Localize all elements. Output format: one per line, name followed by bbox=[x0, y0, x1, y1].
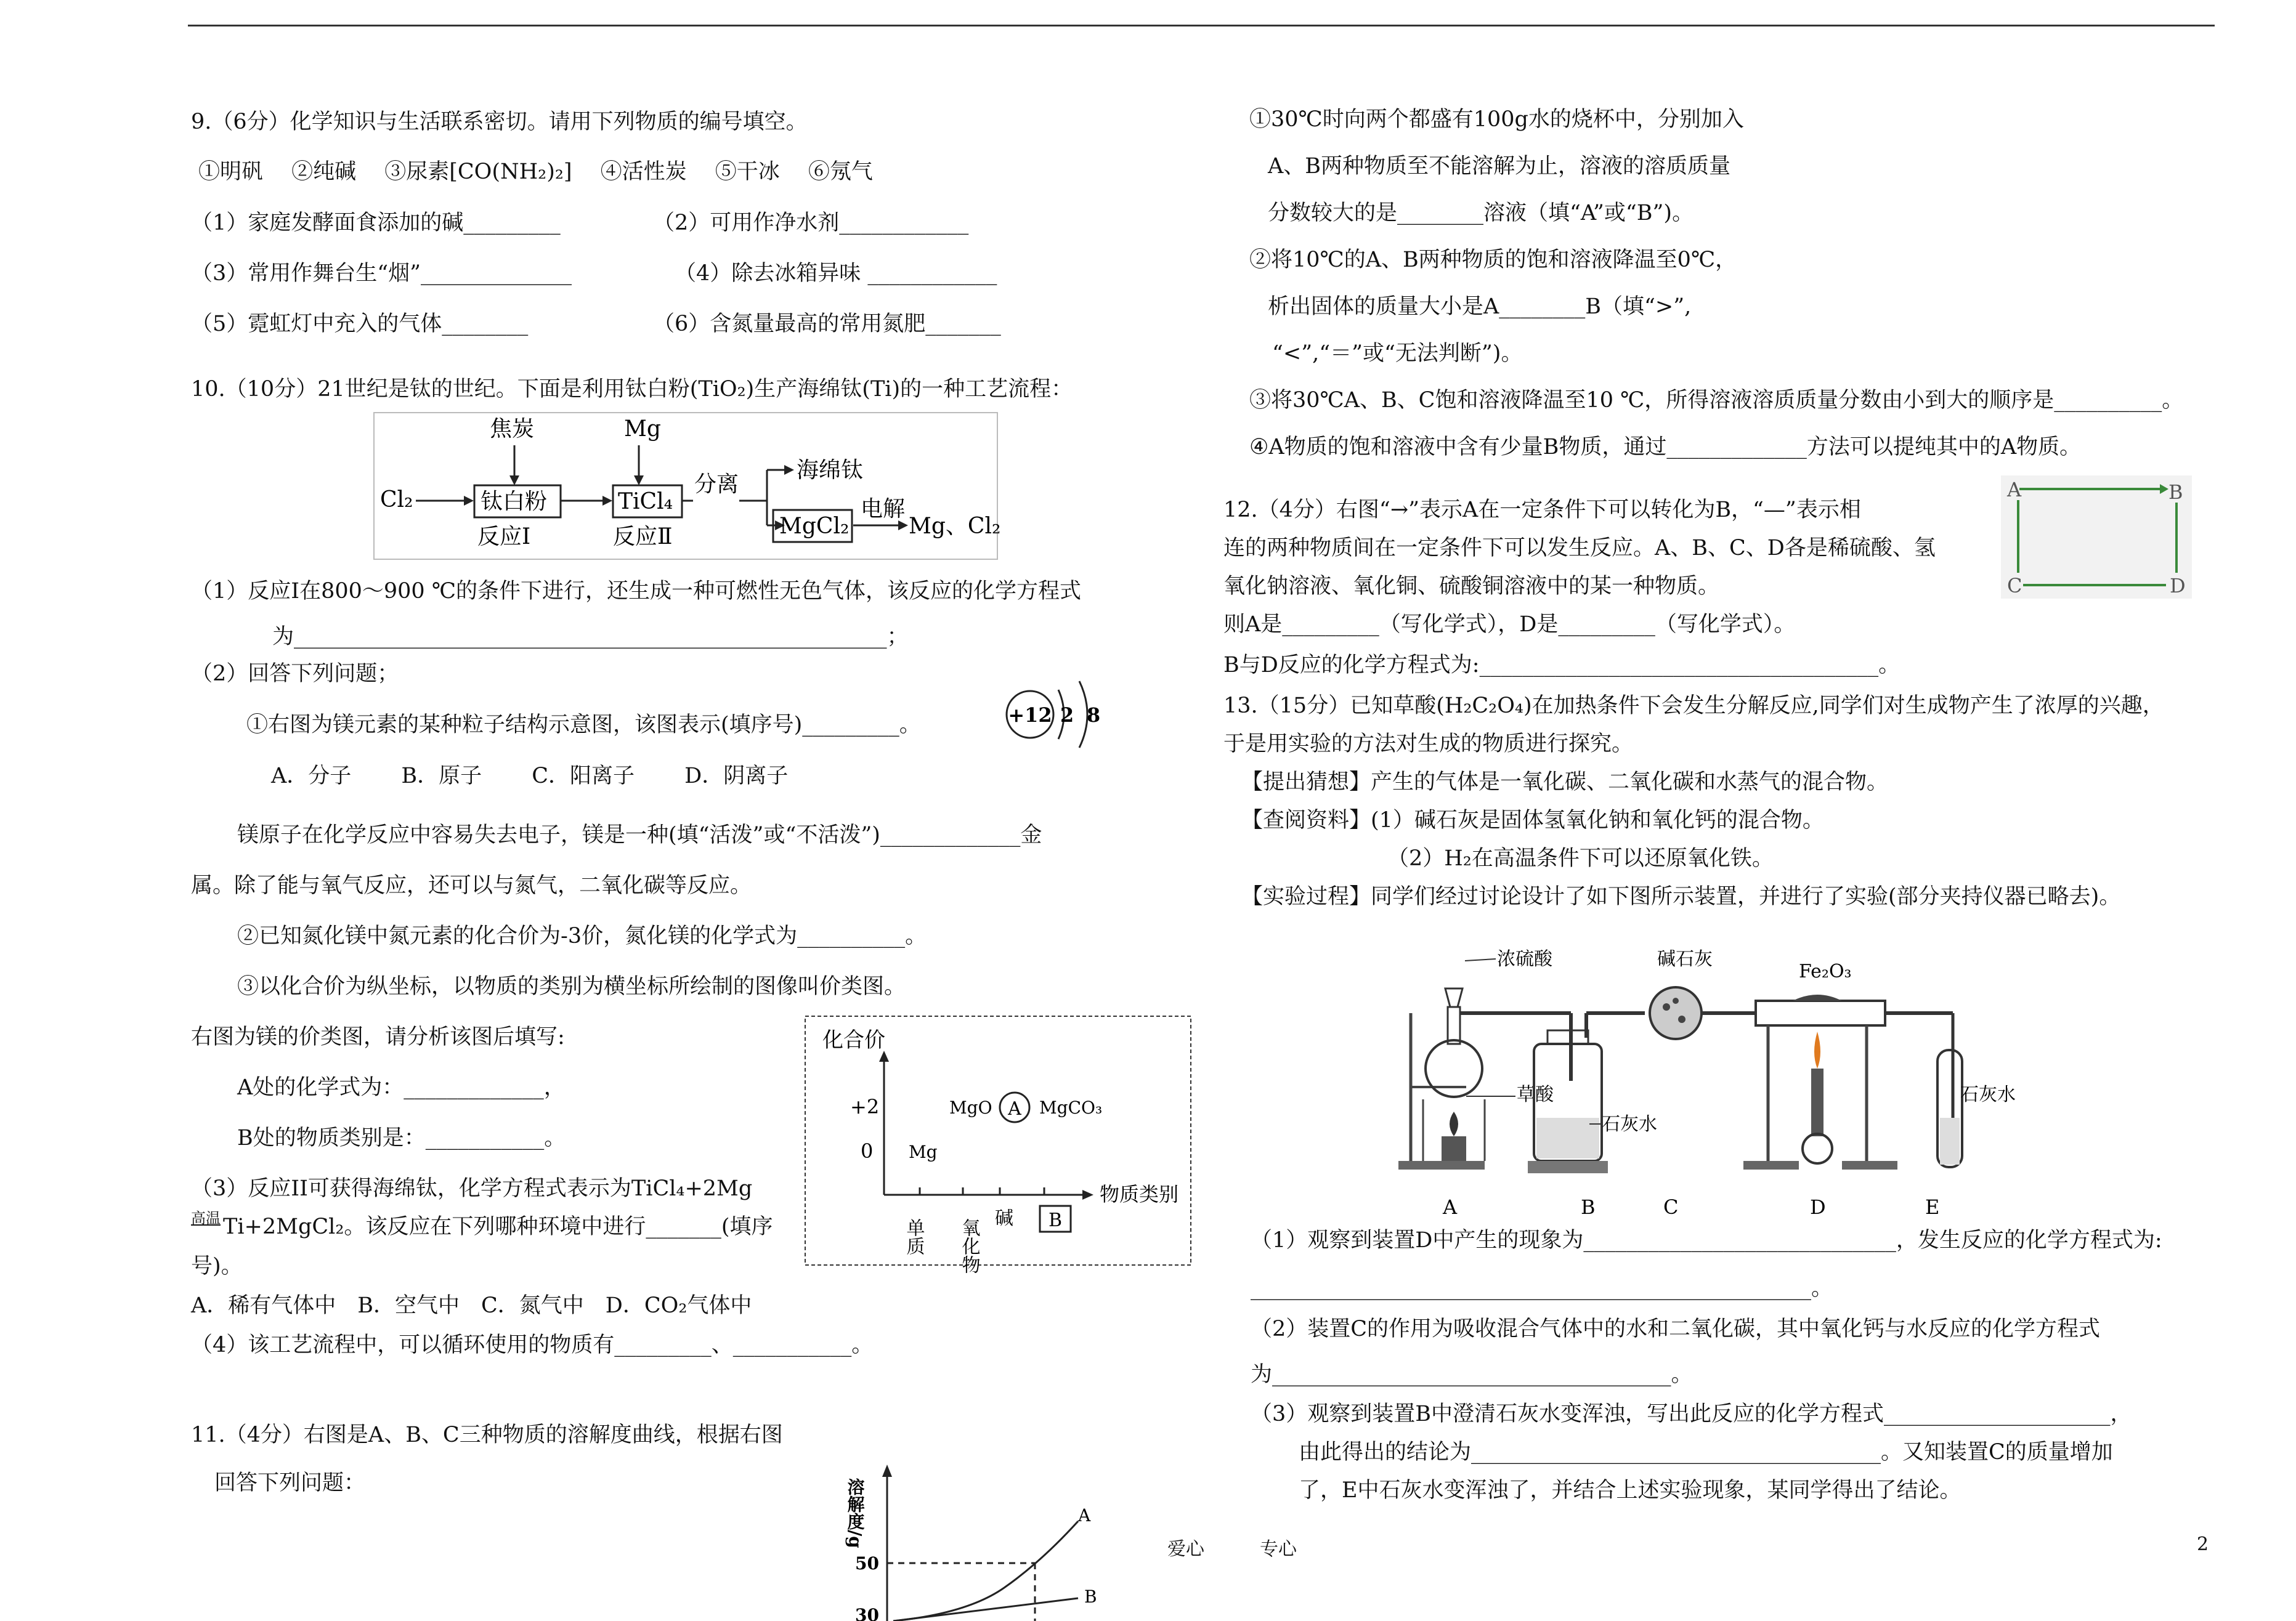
q9-6: （6）含氮量最高的常用氮肥_______ bbox=[653, 312, 1001, 336]
q10-2-2: ②已知氮化镁中氮元素的化合价为-3价，氮化镁的化学式为__________。 bbox=[237, 924, 927, 948]
valence-y-zero: 0 bbox=[861, 1139, 874, 1163]
footer-center: 爱心 专心 bbox=[1167, 1538, 1297, 1560]
label-caosuan: 草酸 bbox=[1517, 1084, 1554, 1106]
q12-e: B与D反应的化学方程式为:_____________________________________。 bbox=[1223, 653, 1900, 677]
q11-1b: A、B两种物质至不能溶解为止，溶液的溶质质量 bbox=[1268, 154, 1730, 179]
q9-1: （1）家庭发酵面食添加的碱_________ bbox=[191, 211, 561, 235]
apparatus-label-a: A bbox=[1443, 1195, 1458, 1219]
square-b: B bbox=[2168, 480, 2183, 504]
q11-1a: ①30℃时向两个都盛有100g水的烧杯中，分别加入 bbox=[1249, 107, 1744, 132]
solubility-y50: 50 bbox=[855, 1553, 879, 1574]
q11-1c: 分数较大的是________溶液（填“A”或“B”)。 bbox=[1268, 201, 1694, 225]
valence-a: A bbox=[1008, 1098, 1021, 1120]
q13-f: 【实验过程】同学们经过讨论设计了如下图所示装置，并进行了实验(部分夹持仪器已略去)。 bbox=[1241, 884, 2121, 909]
q10-b-category: B处的物质类别是：___________。 bbox=[237, 1126, 566, 1150]
flow-ticl4: TiCl₄ bbox=[618, 489, 673, 514]
valence-cat2: 氧化物 bbox=[958, 1218, 980, 1274]
flow-product: Mg、Cl₂ bbox=[909, 514, 1001, 539]
q13-1a: （1）观察到装置D中产生的现象为_____________________________，发生反应的化学方程式为: bbox=[1251, 1228, 2162, 1253]
valence-ylabel: 化合价 bbox=[822, 1028, 885, 1053]
q10-3c: 号)。 bbox=[191, 1254, 243, 1279]
q10-3b: Ti+2MgCl₂。该反应在下列哪种环境中进行_______(填序 bbox=[223, 1215, 773, 1239]
q9-4: （4）除去冰箱异味 ____________ bbox=[675, 261, 997, 286]
valence-mgco3: MgCO₃ bbox=[1039, 1098, 1103, 1118]
oxalic-acid-apparatus bbox=[1386, 939, 2016, 1223]
q9-2: （2）可用作净水剂____________ bbox=[653, 211, 969, 235]
curve-a bbox=[893, 1521, 1078, 1621]
flow-fenli: 分离 bbox=[694, 472, 739, 497]
flow-fanying1: 反应Ⅰ bbox=[477, 524, 531, 549]
q9-3: （3）常用作舞台生“烟”______________ bbox=[191, 261, 572, 286]
square-a: A bbox=[2007, 478, 2022, 501]
label-shihuishui-b: 石灰水 bbox=[1602, 1114, 1657, 1135]
q13-c: 【提出猜想】产生的气体是一氧化碳、二氧化碳和水蒸气的混合物。 bbox=[1241, 770, 1889, 794]
q10-a-formula: A处的化学式为：_____________， bbox=[237, 1075, 566, 1100]
valence-cat3: 碱 bbox=[995, 1208, 1013, 1229]
solubility-curve-a: A bbox=[1078, 1505, 1091, 1526]
q10-2: （2）回答下列问题； bbox=[191, 661, 399, 686]
atom-shell1: 2 bbox=[1060, 703, 1074, 727]
flow-cl2: Cl₂ bbox=[380, 487, 413, 512]
q12-a: 12.（4分）右图“→”表示A在一定条件下可以转化为B，“—”表示相 bbox=[1223, 498, 1861, 522]
q13-2b: 为_____________________________________。 bbox=[1251, 1362, 1693, 1387]
square-c: C bbox=[2007, 574, 2022, 597]
header-rule bbox=[188, 25, 2215, 26]
q11-2b: 析出固体的质量大小是A________B（填“>”, bbox=[1268, 294, 1692, 319]
solubility-curve-b: B bbox=[1084, 1587, 1097, 1607]
apparatus-label-b: B bbox=[1581, 1195, 1596, 1219]
q10-1b: 为_______________________________________________________； bbox=[272, 625, 909, 649]
page-number: 2 bbox=[2197, 1534, 2209, 1555]
q11-title: 11.（4分）右图是A、B、C三种物质的溶解度曲线，根据右图 bbox=[191, 1423, 783, 1447]
flow-fanying2: 反应Ⅱ bbox=[613, 524, 673, 549]
q13-d: 【查阅资料】(1）碱石灰是固体氢氧化钠和氧化钙的混合物。 bbox=[1241, 808, 1824, 833]
q10-3-options: A．稀有气体中 B．空气中 C．氮气中 D．CO₂气体中 bbox=[191, 1293, 752, 1318]
solubility-ylabel: 溶解度/g bbox=[845, 1478, 866, 1548]
q12-relation-diagram bbox=[2001, 475, 2192, 599]
q11-2a: ②将10℃的A、B两种物质的饱和溶液降温至0℃， bbox=[1249, 248, 1737, 272]
q11-subtitle: 回答下列问题： bbox=[214, 1471, 366, 1495]
q11-4: ④A物质的饱和溶液中含有少量B物质，通过_____________方法可以提纯其中的A物质。 bbox=[1249, 435, 2082, 459]
apparatus-label-d: D bbox=[1810, 1195, 1826, 1219]
magnesium-valence-chart bbox=[804, 1015, 1193, 1274]
apparatus-label-e: E bbox=[1925, 1195, 1940, 1219]
q10-2-3: ③以化合价为纵坐标，以物质的类别为横坐标所绘制的图像叫价类图。 bbox=[237, 974, 906, 999]
q13-3a: （3）观察到装置B中澄清石灰水变浑浊，写出此反应的化学方程式_____________________， bbox=[1251, 1402, 2132, 1426]
valence-cat1: 单质 bbox=[903, 1218, 925, 1255]
valence-mgo: MgO bbox=[949, 1098, 992, 1118]
atom-shell2: 8 bbox=[1086, 703, 1101, 727]
valence-mg: Mg bbox=[909, 1142, 938, 1162]
flow-mgcl2: MgCl₂ bbox=[779, 514, 850, 539]
q11-3: ③将30℃A、B、C饱和溶液降温至10 ℃，所得溶液溶质质量分数由小到大的顺序是__________。 bbox=[1249, 388, 2184, 413]
q10-2-p1: 镁原子在化学反应中容易失去电子，镁是一种(填“活泼”或“不活泼”)_____________金 bbox=[237, 823, 1042, 847]
q10-3a: （3）反应II可获得海绵钛，化学方程式表示为TiCl₄+2Mg bbox=[191, 1176, 753, 1201]
solubility-curve-chart bbox=[844, 1460, 1115, 1621]
curve-b bbox=[893, 1598, 1078, 1621]
q12-b: 连的两种物质间在一定条件下可以发生反应。A、B、C、D各是稀硫酸、氢 bbox=[1223, 536, 1936, 560]
flow-mg: Mg bbox=[624, 416, 661, 442]
solubility-y30: 30 bbox=[855, 1605, 879, 1621]
q12-d: 则A是_________（写化学式），D是_________（写化学式）。 bbox=[1223, 612, 1796, 637]
q9-5: （5）霓虹灯中充入的气体________ bbox=[191, 312, 529, 336]
atom-nucleus: +12 bbox=[1008, 703, 1052, 727]
q10-4: （4）该工艺流程中，可以循环使用的物质有_________、___________。 bbox=[191, 1333, 874, 1357]
label-shihuishui-e: 石灰水 bbox=[1960, 1084, 2016, 1106]
q13-2a: （2）装置C的作用为吸收混合气体中的水和二氧化碳，其中氧化钙与水反应的化学方程式 bbox=[1251, 1317, 2101, 1341]
q9-items: ①明矾 ②纯碱 ③尿素[CO(NH₂)₂] ④活性炭 ⑤干冰 ⑥氖气 bbox=[198, 160, 873, 184]
label-fe2o3: Fe₂O₃ bbox=[1799, 961, 1852, 982]
flow-dianjie: 电解 bbox=[861, 496, 906, 522]
apparatus-label-c: C bbox=[1663, 1195, 1679, 1219]
label-jianshihui: 碱石灰 bbox=[1657, 948, 1713, 970]
valence-b: B bbox=[1048, 1210, 1063, 1231]
titanium-flow-diagram bbox=[373, 411, 1001, 562]
magnesium-ion-structure bbox=[1004, 676, 1109, 753]
valence-xlabel: 物质类别 bbox=[1100, 1182, 1179, 1206]
valence-y-plus2: +2 bbox=[850, 1095, 880, 1118]
q10-2-1: ①右图为镁元素的某种粒子结构示意图，该图表示(填序号)_________。 bbox=[246, 713, 921, 737]
q10-2-p2: 属。除了能与氧气反应，还可以与氮气，二氧化碳等反应。 bbox=[191, 873, 752, 898]
square-d: D bbox=[2170, 574, 2186, 597]
q10-2-3b: 右图为镁的价类图，请分析该图后填写: bbox=[191, 1025, 565, 1049]
q13-1b: ____________________________________________________。 bbox=[1251, 1276, 1833, 1301]
q10-2-1-options: A．分子 B．原子 C．阳离子 D．阴离子 bbox=[271, 764, 789, 788]
q13-3b: 由此得出的结论为______________________________________。又知装置C的质量增加 bbox=[1299, 1440, 2113, 1465]
q13-3c: 了，E中石灰水变浑浊了，并结合上述实验现象，某同学得出了结论。 bbox=[1299, 1478, 1961, 1503]
flow-haimiantai: 海绵钛 bbox=[797, 458, 864, 483]
q13-b: 于是用实验的方法对生成的物质进行探究。 bbox=[1223, 732, 1634, 756]
q12-c: 氧化钠溶液、氧化铜、硫酸铜溶液中的某一种物质。 bbox=[1223, 574, 1720, 599]
flow-jiaotan: 焦炭 bbox=[490, 416, 535, 442]
q13-e: （2）H₂在高温条件下可以还原氧化铁。 bbox=[1387, 846, 1774, 871]
q10-title: 10.（10分）21世纪是钛的世纪。下面是利用钛白粉(TiO₂)生产海绵钛(Ti)的一种工艺流程： bbox=[191, 377, 1073, 402]
flow-taibaifen: 钛白粉 bbox=[481, 489, 548, 514]
q9-title: 9.（6分）化学知识与生活联系密切。请用下列物质的编号填空。 bbox=[191, 110, 808, 134]
label-nongliusuan: 浓硫酸 bbox=[1497, 948, 1552, 970]
q13-a: 13.（15分）已知草酸(H₂C₂O₄)在加热条件下会发生分解反应,同学们对生成物产生了浓厚的兴趣， bbox=[1223, 693, 2164, 718]
q10-3-condition: 高温 bbox=[191, 1210, 221, 1227]
q11-2c: “<”,“＝”或“无法判断”)。 bbox=[1272, 341, 1523, 366]
q10-1a: （1）反应Ⅰ在800～900 ℃的条件下进行，还生成一种可燃性无色气体，该反应的化学方程式 bbox=[191, 579, 1081, 604]
